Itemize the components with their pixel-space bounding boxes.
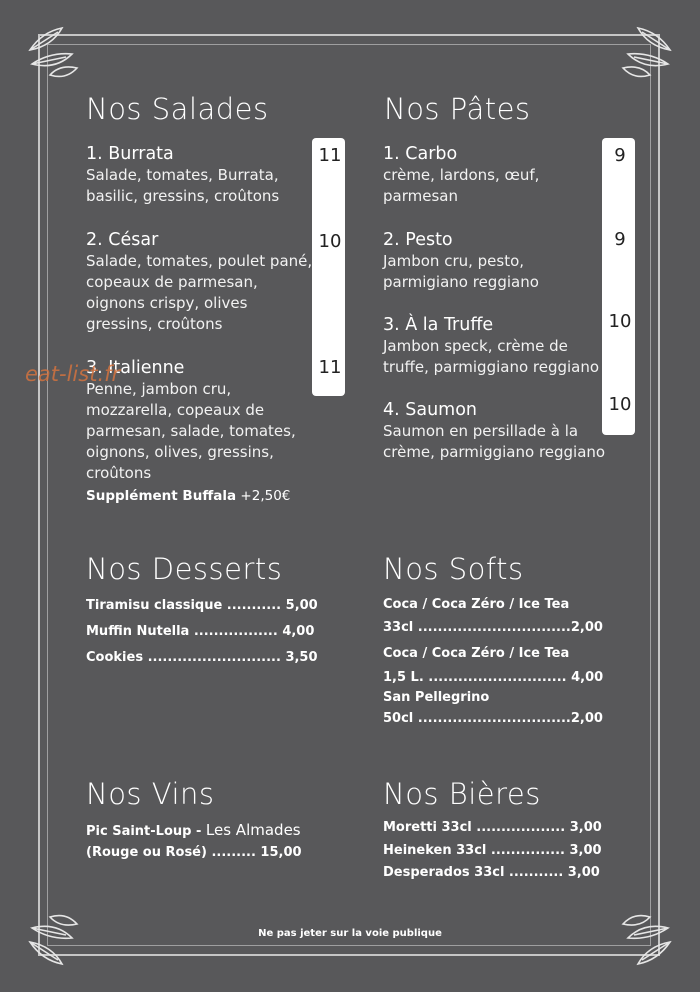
item-desc: Penne, jambon cru, <box>86 380 232 398</box>
item-name: 2. César <box>86 230 159 250</box>
section-title-pates: Nos Pâtes <box>384 92 531 126</box>
item-desc: croûtons <box>86 464 152 482</box>
supplement-price: +2,50€ <box>240 488 291 504</box>
soft-line: 50cl ...............................2,00 <box>383 711 603 726</box>
item-name: 3. Italienne <box>86 358 185 378</box>
item-price: 9 <box>614 145 626 166</box>
item-name: 1. Carbo <box>383 144 458 164</box>
section-title-softs: Nos Softs <box>383 552 524 586</box>
item-price: 11 <box>318 145 342 166</box>
leaf-ornament-icon <box>22 912 82 972</box>
menu-item-carbo <box>383 144 539 207</box>
dessert-line: Tiramisu classique ........... 5,00 <box>86 598 318 613</box>
item-desc: mozzarella, copeaux de <box>86 401 265 419</box>
menu-item-pesto <box>383 230 539 293</box>
supplement-line <box>86 488 290 504</box>
beer-line: Heineken 33cl ............... 3,00 <box>383 843 602 858</box>
item-desc: copeaux de parmesan, <box>86 273 258 291</box>
menu-item-saumon <box>383 400 605 463</box>
item-name: 3. À la Truffe <box>383 315 494 335</box>
item-price: 10 <box>318 231 342 252</box>
soft-line: 1,5 L. ............................ 4,00 <box>383 670 604 685</box>
soft-line: Coca / Coca Zéro / Ice Tea <box>383 597 570 612</box>
beer-line: Desperados 33cl ........... 3,00 <box>383 865 600 880</box>
soft-line: 33cl ...............................2,00 <box>383 620 603 635</box>
section-title-bieres: Nos Bières <box>383 777 541 811</box>
item-desc: parmesan, salade, tomates, <box>86 422 296 440</box>
dessert-line: Muffin Nutella ................. 4,00 <box>86 624 315 639</box>
beer-line: Moretti 33cl .................. 3,00 <box>383 820 602 835</box>
item-name: 4. Saumon <box>383 400 478 420</box>
item-name: 2. Pesto <box>383 230 453 250</box>
dessert-line: Cookies ........................... 3,50 <box>86 650 318 665</box>
supplement-label: Supplément Buffala <box>86 488 237 504</box>
wine-name: Pic Saint-Loup - <box>86 824 206 839</box>
item-price: 10 <box>608 311 632 332</box>
item-desc: basilic, gressins, croûtons <box>86 187 280 205</box>
section-title-desserts: Nos Desserts <box>86 552 283 586</box>
item-desc: Saumon en persillade à la <box>383 422 579 440</box>
watermark: eat-list.fr <box>25 362 121 386</box>
price-pill-pates <box>602 138 635 435</box>
item-desc: crème, parmiggiano reggiano <box>383 443 606 461</box>
item-desc: gressins, croûtons <box>86 315 223 333</box>
menu-item-truffe <box>383 315 599 378</box>
item-desc: Salade, tomates, poulet pané, <box>86 252 313 270</box>
wine-line <box>86 820 301 839</box>
item-price: 11 <box>318 357 342 378</box>
item-desc: parmigiano reggiano <box>383 273 539 291</box>
soft-line: Coca / Coca Zéro / Ice Tea <box>383 646 570 661</box>
section-title-salades: Nos Salades <box>86 92 269 126</box>
item-desc: Salade, tomates, Burrata, <box>86 166 279 184</box>
item-desc: oignons, olives, gressins, <box>86 443 274 461</box>
wine-name-light: Les Almades <box>205 821 301 839</box>
leaf-ornament-icon <box>618 912 678 972</box>
item-price: 10 <box>608 394 632 415</box>
soft-line: San Pellegrino <box>383 690 490 705</box>
menu-item-burrata <box>86 144 279 207</box>
leaf-ornament-icon <box>22 20 82 80</box>
item-desc: crème, lardons, œuf, <box>383 166 540 184</box>
item-name: 1. Burrata <box>86 144 174 164</box>
item-desc: Jambon speck, crème de <box>383 337 568 355</box>
menu-item-cesar <box>86 230 312 335</box>
leaf-ornament-icon <box>618 20 678 80</box>
section-title-vins: Nos Vins <box>86 777 215 811</box>
item-desc: Jambon cru, pesto, <box>383 252 525 270</box>
item-desc: truffe, parmiggiano reggiano <box>383 358 600 376</box>
item-desc: parmesan <box>383 187 458 205</box>
wine-price-line: (Rouge ou Rosé) ......... 15,00 <box>86 845 302 860</box>
item-desc: oignons crispy, olives <box>86 294 248 312</box>
item-price: 9 <box>614 229 626 250</box>
footer-note: Ne pas jeter sur la voie publique <box>258 928 442 939</box>
